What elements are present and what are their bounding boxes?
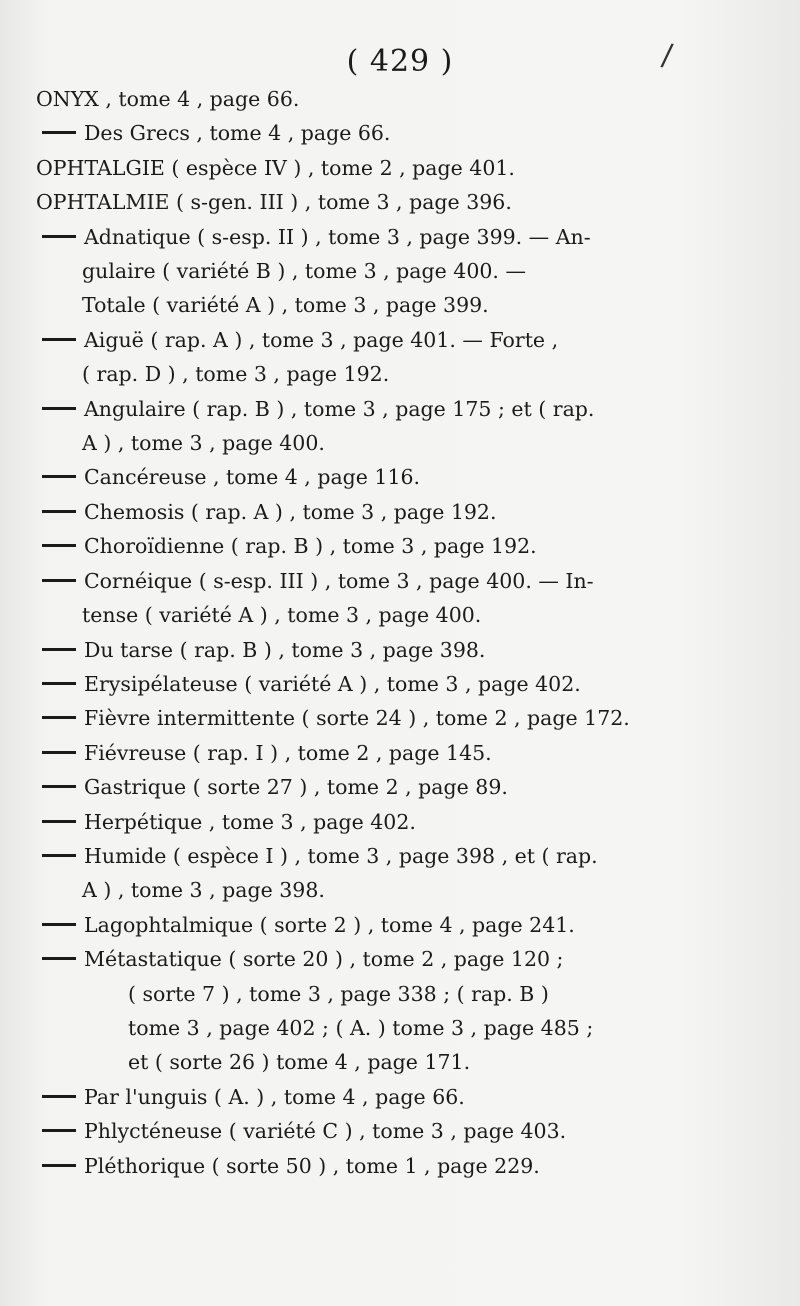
index-headword-entry <box>36 185 672 219</box>
entry-line: Métastatique ( sorte 20 ) , tome 2 , page 120 ; <box>84 947 564 972</box>
entry-line: Du tarse ( rap. B ) , tome 3 , page 398. <box>84 637 486 662</box>
index-subentry <box>36 1149 672 1183</box>
entry-line: Humide ( espèce I ) , tome 3 , page 398 , et ( rap. <box>84 843 598 868</box>
em-dash-mark <box>42 923 76 926</box>
em-dash-mark <box>42 751 76 754</box>
entry-line-wrap <box>36 529 672 563</box>
index-subentry <box>36 564 672 633</box>
entry-line: tense ( variété A ) , tome 3 , page 400. <box>82 603 482 628</box>
entry-line-wrap <box>36 1114 672 1148</box>
entry-line: Herpétique , tome 3 , page 402. <box>84 809 416 834</box>
entry-line-wrap <box>36 839 672 873</box>
entry-line: Des Grecs , tome 4 , page 66. <box>84 121 391 146</box>
em-dash-mark <box>42 854 76 857</box>
entry-line: Chemosis ( rap. A ) , tome 3 , page 192. <box>84 499 497 524</box>
index-subentry <box>36 633 672 667</box>
entry-line: gulaire ( variété B ) , tome 3 , page 400. — <box>82 259 526 284</box>
entry-line: Cancéreuse , tome 4 , page 116. <box>84 465 421 490</box>
entry-line: Erysipélateuse ( variété A ) , tome 3 , page 402. <box>84 671 581 696</box>
em-dash-mark <box>42 235 76 238</box>
em-dash-mark <box>42 131 76 134</box>
em-dash-mark <box>42 1129 76 1132</box>
entry-line-wrap <box>36 495 672 529</box>
em-dash-mark <box>42 957 76 960</box>
entry-line: Lagophtalmique ( sorte 2 ) , tome 4 , page 241. <box>84 912 575 937</box>
em-dash-mark <box>42 682 76 685</box>
em-dash-mark <box>42 1095 76 1098</box>
entry-line: A ) , tome 3 , page 398. <box>82 878 325 903</box>
entry-line: Choroïdienne ( rap. B ) , tome 3 , page 192. <box>84 534 537 559</box>
index-subentry <box>36 323 672 392</box>
index-subentry <box>36 116 672 150</box>
em-dash-mark <box>42 648 76 651</box>
entry-line-wrap <box>36 770 672 804</box>
entry-line-wrap <box>36 942 672 976</box>
corner-pencil-mark: / <box>659 37 675 74</box>
entry-line-wrap <box>36 908 672 942</box>
entry-line-wrap <box>36 1149 672 1183</box>
page-number: ( 429 ) <box>346 44 454 79</box>
entry-line-wrap <box>36 805 672 839</box>
entry-line: Fièvre intermittente ( sorte 24 ) , tome 2 , page 172. <box>84 706 630 731</box>
entry-line: Par l'unguis ( A. ) , tome 4 , page 66. <box>84 1084 465 1109</box>
index-subentry <box>36 908 672 942</box>
em-dash-mark <box>42 475 76 478</box>
entry-line: Pléthorique ( sorte 50 ) , tome 1 , page 229. <box>84 1153 540 1178</box>
em-dash-mark <box>42 510 76 513</box>
entry-line-wrap <box>36 667 672 701</box>
em-dash-mark <box>42 785 76 788</box>
entry-line: ONYX , tome 4 , page 66. <box>36 87 300 111</box>
entry-line: tome 3 , page 402 ; ( A. ) tome 3 , page 485 ; <box>128 1015 594 1040</box>
index-subentry <box>36 460 672 494</box>
index-headword-entry <box>36 82 672 116</box>
index-subentry <box>36 770 672 804</box>
index-subentry <box>36 220 672 323</box>
index-subentry <box>36 1080 672 1114</box>
entry-line-wrap <box>36 460 672 494</box>
index-subentry <box>36 839 672 908</box>
index-subentry <box>36 495 672 529</box>
index-subentry <box>36 942 672 1080</box>
entry-line: Gastrique ( sorte 27 ) , tome 2 , page 89. <box>84 775 508 800</box>
index-subentry <box>36 392 672 461</box>
em-dash-mark <box>42 820 76 823</box>
entry-line: Cornéique ( s-esp. III ) , tome 3 , page 400. — In- <box>84 568 594 593</box>
entry-line: A ) , tome 3 , page 400. <box>82 431 325 456</box>
entry-line: Angulaire ( rap. B ) , tome 3 , page 175 ; et ( rap. <box>84 396 595 421</box>
em-dash-mark <box>42 1164 76 1167</box>
entry-line-wrap <box>36 701 672 735</box>
entry-line-wrap <box>36 392 672 426</box>
entry-line-wrap <box>36 116 672 150</box>
index-headword-entry <box>36 151 672 185</box>
index-subentry <box>36 529 672 563</box>
entry-line: OPHTALMIE ( s-gen. III ) , tome 3 , page 396. <box>36 190 512 215</box>
entry-line-wrap <box>36 633 672 667</box>
entry-line-wrap <box>36 736 672 770</box>
entry-line: Aiguë ( rap. A ) , tome 3 , page 401. — Forte , <box>84 327 559 352</box>
index-subentry <box>36 805 672 839</box>
index-subentry <box>36 667 672 701</box>
entry-line: Totale ( variété A ) , tome 3 , page 399. <box>82 293 489 318</box>
entry-line: Adnatique ( s-esp. II ) , tome 3 , page 399. — An- <box>84 224 591 249</box>
em-dash-mark <box>42 716 76 719</box>
index-entries <box>36 82 672 1183</box>
entry-line: Fiévreuse ( rap. I ) , tome 2 , page 145. <box>84 740 492 765</box>
em-dash-mark <box>42 544 76 547</box>
index-subentry <box>36 1114 672 1148</box>
em-dash-mark <box>42 407 76 410</box>
entry-line: Phlycténeuse ( variété C ) , tome 3 , page 403. <box>84 1119 567 1144</box>
entry-line: ( sorte 7 ) , tome 3 , page 338 ; ( rap. B ) <box>128 981 549 1006</box>
entry-line: ( rap. D ) , tome 3 , page 192. <box>82 362 390 387</box>
em-dash-mark <box>42 338 76 341</box>
index-subentry <box>36 736 672 770</box>
entry-line: OPHTALGIE ( espèce IV ) , tome 2 , page 401. <box>36 155 515 180</box>
index-subentry <box>36 701 672 735</box>
entry-line-wrap <box>36 220 672 254</box>
em-dash-mark <box>42 579 76 582</box>
entry-line-wrap <box>36 1080 672 1114</box>
entry-line: et ( sorte 26 ) tome 4 , page 171. <box>128 1050 471 1075</box>
entry-line-wrap <box>36 564 672 598</box>
entry-line-wrap <box>36 323 672 357</box>
